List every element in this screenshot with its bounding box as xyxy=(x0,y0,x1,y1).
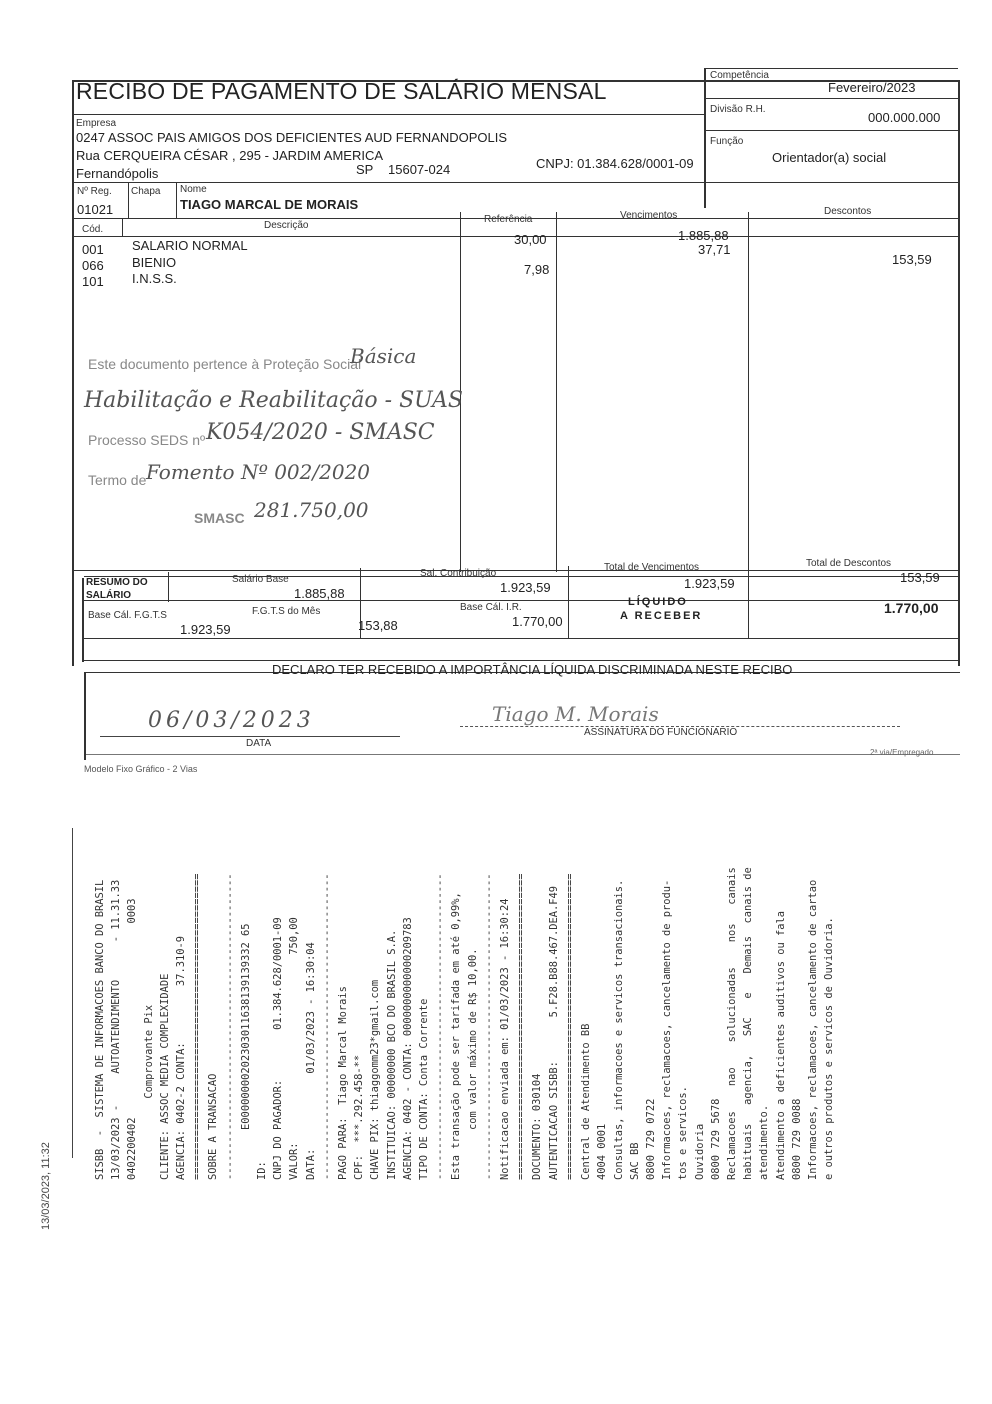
receipt-line: 0800 729 5678 xyxy=(709,1098,722,1180)
item-cod: 066 xyxy=(82,258,104,273)
receipt-line: PAGO PARA: Tiago Marcal Morais xyxy=(337,986,350,1180)
salario-base-label: Salário Base xyxy=(232,574,289,585)
receipt-line: Atendimento a deficientes auditivos ou fala xyxy=(774,911,787,1180)
col-referencia: Referência xyxy=(484,214,533,225)
receipt-line: Reclamacoes nao solucionadas nos canais xyxy=(725,867,738,1180)
stamp-line-1: Este documento pertence à Proteção Social xyxy=(88,356,362,372)
item-cod: 001 xyxy=(82,242,104,257)
item-venc: 1.885,88 xyxy=(678,228,729,243)
receipt-line: 0800 729 0722 xyxy=(644,1098,657,1180)
receipt-line: ================================================= xyxy=(515,873,528,1180)
receipt-line: Informacoes, reclamacoes, cancelamento de cartao xyxy=(806,879,819,1180)
receipt-line: ------------------------------------------------- xyxy=(434,873,447,1180)
receipt-line: ------------------------------------------------- xyxy=(320,873,333,1180)
signature: Tiago M. Morais xyxy=(492,702,659,726)
receipt-line: CLIENTE: ASSOC MEDIA COMPLEXIDADE xyxy=(158,973,171,1180)
base-fgts-value: 1.923,59 xyxy=(180,622,231,637)
divisao-label: Divisão R.H. xyxy=(710,104,766,115)
receipt-line: Esta transação pode ser tarifada em até 0,99%, xyxy=(450,892,463,1180)
liquido-label: LÍQUIDO xyxy=(628,596,688,608)
col-cod: Cód. xyxy=(82,224,104,235)
empresa-label: Empresa xyxy=(76,118,117,129)
receipt-line: 4004 0001 xyxy=(596,1123,609,1180)
chapa-label: Chapa xyxy=(131,186,161,197)
receipt-line: Comprovante Pix xyxy=(142,1004,155,1180)
a-receber-label: A RECEBER xyxy=(620,610,703,622)
item-ref: 30,00 xyxy=(514,232,547,247)
col-descontos: Descontos xyxy=(824,206,872,217)
resumo-label: RESUMO DO SALÁRIO xyxy=(86,577,148,601)
base-ir-label: Base Cál. I.R. xyxy=(460,602,522,613)
receipt-line: 13/03/2023 - AUTOATENDIMENTO - 11.31.33 xyxy=(110,879,123,1180)
total-venc-value: 1.923,59 xyxy=(684,576,735,591)
handwriting-5: 281.750,00 xyxy=(254,498,369,522)
handwriting-3: K054/2020 - SMASC xyxy=(206,420,435,445)
receipt-line: AGENCIA: 0402-2 CONTA: 37.310-9 xyxy=(175,936,188,1180)
nome-value: TIAGO MARCAL DE MORAIS xyxy=(180,197,359,212)
receipt-line: SAC BB xyxy=(628,1142,641,1180)
date-label: DATA xyxy=(246,738,272,749)
divisao-value: 000.000.000 xyxy=(868,110,941,125)
receipt-line: ------------------------------------------------- xyxy=(482,873,495,1180)
receipt-line: E00000000202303011638139139332 65 xyxy=(239,923,252,1180)
competencia-label: Competência xyxy=(710,70,769,81)
receipt-line: tos e servicos. xyxy=(677,1086,690,1180)
empresa-value: 0247 ASSOC PAIS AMIGOS DOS DEFICIENTES AUD FERNANDOPOLIS xyxy=(76,130,508,145)
receipt-line: Notificacao enviada em: 01/03/2023 - 16:30:24 xyxy=(499,898,512,1180)
cep-value: 15607-024 xyxy=(388,162,451,177)
receipt-line: ================================================= xyxy=(191,873,204,1180)
receipt-line: Consultas, informacoes e servicos transacionais. xyxy=(612,879,625,1180)
scan-timestamp: 13/03/2023, 11:32 xyxy=(40,1142,52,1230)
handwriting-4: Fomento Nº 002/2020 xyxy=(146,460,371,484)
receipt-line: habituais agencia, SAC e Demais canais de xyxy=(742,867,755,1180)
receipt-line: DOCUMENTO: 030104 xyxy=(531,1073,544,1180)
footer-model: Modelo Fixo Gráfico - 2 Vias xyxy=(84,764,198,774)
item-cod: 101 xyxy=(82,274,104,289)
receipt-line: VALOR: 750,00 xyxy=(288,917,301,1180)
receipt-line: INSTITUICAO: 00000000 BCO DO BRASIL S.A. xyxy=(385,929,398,1180)
item-ref: 7,98 xyxy=(524,262,550,277)
item-desc: I.N.S.S. xyxy=(132,271,177,286)
fgts-mes-label: F.G.T.S do Mês xyxy=(252,606,321,617)
signature-label: ASSINATURA DO FUNCIONARIO xyxy=(584,727,738,738)
competencia-value: Fevereiro/2023 xyxy=(828,80,916,95)
nreg-label: Nº Reg. xyxy=(77,186,112,197)
receipt-line: 0402200402 0003 xyxy=(126,898,139,1180)
total-desc-value: 153,59 xyxy=(900,570,940,585)
receipt-line: 0800 729 0088 xyxy=(790,1098,803,1180)
receipt-line: SOBRE A TRANSACAO xyxy=(207,1073,220,1180)
receipt-line: com valor máximo de R$ 10,00. xyxy=(466,948,479,1180)
sal-contrib-value: 1.923,59 xyxy=(500,580,551,595)
receipt-line: ------------------------------------------------- xyxy=(223,873,236,1180)
receipt-line: AUTENTICACAO SISBB: 5.F28.B88.467.DEA.F49 xyxy=(547,885,560,1180)
stamp-line-3: Termo de xyxy=(88,472,147,488)
receipt-line: Central de Atendimento BB xyxy=(580,1023,593,1180)
receipt-line: e outros produtos e servicos de Ouvidoria. xyxy=(823,917,836,1180)
total-venc-label: Total de Vencimentos xyxy=(604,562,700,573)
sal-contrib-label: Sal. Contribuição xyxy=(420,568,497,579)
nreg-value: 01021 xyxy=(77,202,114,217)
cidade-value: Fernandópolis xyxy=(76,166,159,181)
item-desc: BIENIO xyxy=(132,255,177,270)
total-desc-label: Total de Descontos xyxy=(806,558,892,569)
nome-label: Nome xyxy=(180,184,207,195)
receipt-line: SISBB - SISTEMA DE INFORMACOES BANCO DO BRASIL xyxy=(94,879,106,1180)
col-descricao: Descrição xyxy=(264,220,309,231)
salario-base-value: 1.885,88 xyxy=(294,586,345,601)
col-vencimentos: Vencimentos xyxy=(620,210,678,221)
funcao-value: Orientador(a) social xyxy=(772,150,887,165)
endereco-value: Rua CERQUEIRA CÉSAR , 295 - JARDIM AMERICA xyxy=(76,148,384,163)
receipt-line: CPF: ***.292.458-** xyxy=(353,1054,366,1180)
stamp-line-4: SMASC xyxy=(194,510,245,526)
base-ir-value: 1.770,00 xyxy=(512,614,563,629)
funcao-label: Função xyxy=(710,136,744,147)
receipt-line: CHAVE PIX: thiaggomm23*gmail.com xyxy=(369,979,382,1180)
receipt-line: DATA: 01/03/2023 - 16:30:04 xyxy=(304,942,317,1180)
uf-value: SP xyxy=(356,162,374,177)
receipt-line: ID: xyxy=(256,929,269,1180)
item-venc: 37,71 xyxy=(698,242,731,257)
handwriting-1: Básica xyxy=(350,344,417,368)
handwritten-date: 06/03/2023 xyxy=(148,708,315,733)
receipt-line: Informacoes, reclamacoes, cancelamento de produ- xyxy=(661,879,674,1180)
stamp-line-2: Processo SEDS nº xyxy=(88,432,206,448)
receipt-line: CNPJ DO PAGADOR: 01.384.628/0001-09 xyxy=(272,917,285,1180)
cnpj-value: CNPJ: 01.384.628/0001-09 xyxy=(536,156,694,171)
receipt-line: Ouvidoria xyxy=(693,1123,706,1180)
receipt-line: ================================================= xyxy=(563,873,576,1180)
receipt-line: TIPO DE CONTA: Conta Corrente xyxy=(418,998,431,1180)
base-fgts-label: Base Cál. F.G.T.S xyxy=(88,610,167,621)
declaration-text: DECLARO TER RECEBIDO A IMPORTÂNCIA LÍQUIDA DISCRIMINADA NESTE RECIBO xyxy=(272,662,793,677)
item-desc: SALARIO NORMAL xyxy=(132,238,248,253)
receipt-line: AGENCIA: 0402 - CONTA: 0000000000000209783 xyxy=(401,917,414,1180)
fgts-mes-value: 153,88 xyxy=(358,618,398,633)
liquido-value: 1.770,00 xyxy=(884,600,939,616)
via-text: 2ª via/Empregado xyxy=(870,748,934,757)
payslip-title: RECIBO DE PAGAMENTO DE SALÁRIO MENSAL xyxy=(76,78,607,104)
receipt-line: atendimento. xyxy=(758,1104,771,1180)
handwriting-2: Habilitação e Reabilitação - SUAS xyxy=(84,388,463,413)
item-desconto: 153,59 xyxy=(892,252,932,267)
